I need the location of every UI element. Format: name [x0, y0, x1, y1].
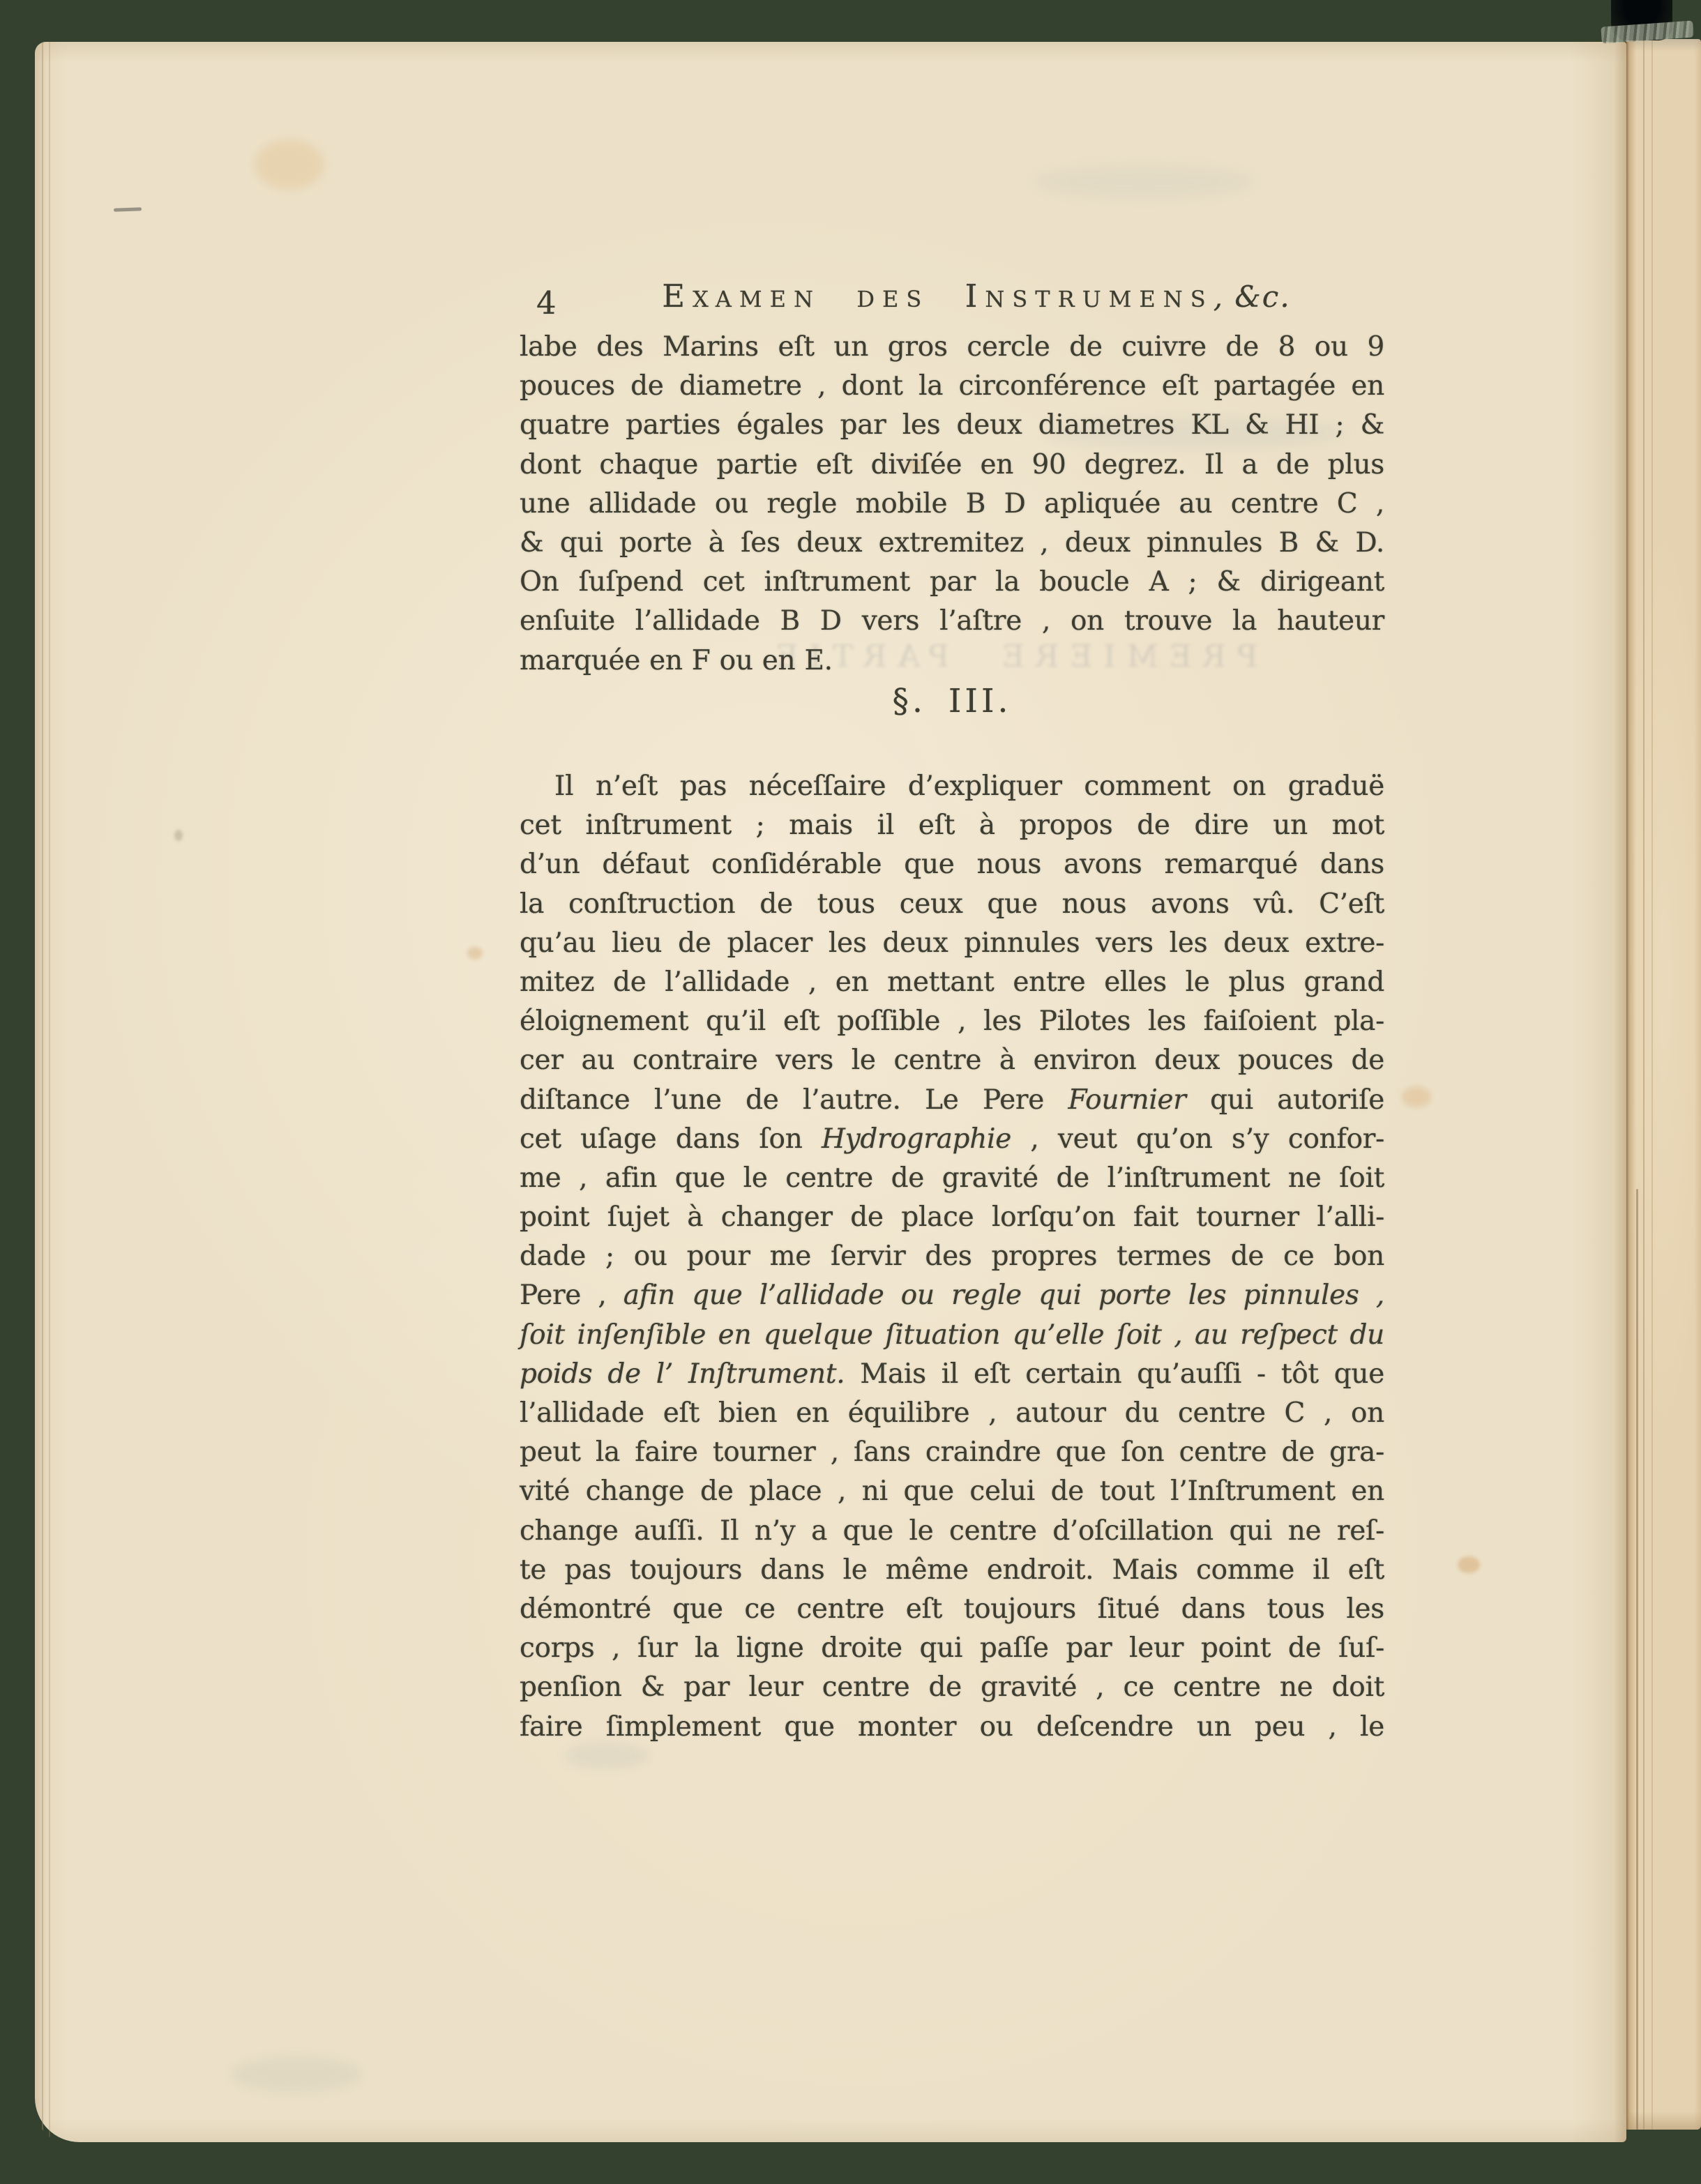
stain — [255, 139, 324, 190]
text-line — [520, 1355, 1384, 1394]
text-segment: l’allidade eſt bien en équilibre , autour du centre C , on — [520, 1397, 1384, 1429]
text-line — [520, 642, 1384, 681]
text-segment: me , afin que le centre de gravité de l’inſtrument ne ſoit — [520, 1162, 1384, 1194]
text-line — [520, 1590, 1384, 1629]
text-segment: faire ſimplement que monter ou deſcendre un peu , le — [520, 1711, 1384, 1743]
text-line — [520, 602, 1384, 641]
text-segment: pouces de diametre , dont la circonférence eſt partagée en — [520, 370, 1384, 402]
text-line — [520, 1394, 1384, 1433]
verso-show-through-text: PREMIERE PARTIE — [764, 639, 1258, 674]
text-line — [520, 524, 1384, 563]
show-through-smudge — [230, 2056, 363, 2093]
text-line — [520, 1433, 1384, 1472]
running-title — [520, 278, 1384, 314]
text-segment: penſion & par leur centre de gravité , ce centre ne doit — [520, 1671, 1384, 1704]
text-segment: dade ; ou pour me ſervir des propres termes de ce bon — [520, 1241, 1384, 1273]
text-segment: qu’au lieu de placer les deux pinnules vers les deux extre- — [520, 927, 1384, 959]
text-line — [520, 1159, 1384, 1198]
text-segment: la conſtruction de tous ceux que nous avons vû. C’eſt — [520, 888, 1384, 920]
margin-mark — [174, 830, 183, 841]
paragraph — [520, 328, 1384, 681]
text-segment: poids de l’ Inſtrument. — [520, 1358, 845, 1390]
text-line — [520, 1472, 1384, 1511]
running-title-text: Examen des Instrumens — [662, 278, 1214, 314]
text-line — [520, 328, 1384, 367]
stain — [1402, 1086, 1431, 1107]
stain — [467, 947, 483, 960]
text-segment: cet inſtrument ; mais il eſt à propos de dire un mot — [520, 810, 1384, 842]
stain — [1458, 1556, 1480, 1573]
show-through-smudge — [565, 1743, 649, 1768]
text-segment: Fournier — [1068, 1084, 1186, 1116]
text-segment: démontré que ce centre eſt toujours ſitué dans tous les — [520, 1593, 1384, 1625]
text-segment: ſoit inſenſible en quelque ſituation qu’elle ſoit , au reſpect du — [520, 1319, 1384, 1351]
text-line — [520, 1668, 1384, 1707]
text-segment: quatre parties égales par les deux diametres KL & HI ; & — [520, 409, 1384, 441]
text-line — [520, 806, 1384, 845]
running-title-etc: , &c. — [1213, 280, 1291, 314]
text-line — [520, 446, 1384, 485]
text-segment: te pas toujours dans le même endroit. Mais comme il eſt — [520, 1554, 1384, 1586]
text-line — [520, 1512, 1384, 1551]
fold-seam — [1636, 1189, 1638, 2130]
text-segment: Pere , — [520, 1280, 623, 1312]
text-segment: & qui porte à ſes deux extremitez , deux pinnules B & D. — [520, 526, 1384, 559]
text-line — [520, 924, 1384, 963]
show-through-smudge — [1032, 165, 1255, 199]
text-segment: éloignement qu’il eſt poſſible , les Pilotes les faiſoient pla- — [520, 1006, 1384, 1038]
text-line — [520, 1708, 1384, 1747]
section-heading: §. III. — [892, 682, 1012, 720]
text-segment: On ſuſpend cet inſtrument par la boucle A ; & dirigeant — [520, 566, 1384, 598]
text-segment: point ſujet à changer de place lorſqu’on fait tourner l’alli- — [520, 1201, 1384, 1234]
text-segment: afin que l’allidade ou regle qui porte les pinnules , — [623, 1280, 1384, 1312]
text-segment: mitez de l’allidade , en mettant entre elles le plus grand — [520, 966, 1384, 998]
text-segment: Hydrographie — [821, 1123, 1011, 1155]
text-line — [520, 1081, 1384, 1120]
text-line — [520, 767, 1384, 806]
text-line — [520, 485, 1384, 524]
text-line — [520, 406, 1384, 445]
text-line — [520, 1002, 1384, 1041]
text-line — [520, 1551, 1384, 1590]
text-line — [520, 1120, 1384, 1159]
text-segment: dont chaque partie eſt diviſée en 90 degrez. Il a de plus — [520, 448, 1384, 480]
text-line — [520, 885, 1384, 924]
text-line — [520, 1041, 1384, 1080]
text-line — [520, 963, 1384, 1002]
text-segment: une allidade ou regle mobile B D apliquée au centre C , — [520, 487, 1384, 520]
text-segment: cet uſage dans ſon — [520, 1123, 822, 1155]
text-segment: d’un défaut conſidérable que nous avons remarqué dans — [520, 849, 1384, 881]
fold-seam — [1643, 39, 1645, 2130]
text-line — [520, 845, 1384, 884]
text-segment: Mais il eſt certain qu’auſſi - tôt que — [845, 1358, 1384, 1390]
book-page — [35, 42, 1626, 2142]
text-line — [520, 1316, 1384, 1355]
text-line — [520, 563, 1384, 602]
text-segment: diſtance l’une de l’autre. Le Pere — [520, 1084, 1068, 1116]
text-segment: corps , ſur la ligne droite qui paſſe par leur point de ſuſ- — [520, 1632, 1384, 1664]
pencil-dash — [114, 207, 142, 211]
text-segment: , veut qu’on s’y confor- — [1011, 1123, 1385, 1155]
fold-seam — [1651, 39, 1653, 2130]
page-number: 4 — [536, 285, 557, 321]
page-edge-stack — [1626, 39, 1701, 2130]
text-line — [520, 1629, 1384, 1668]
text-segment: vité change de place , ni que celui de tout l’Inſtrument en — [520, 1476, 1384, 1508]
text-line — [520, 1276, 1384, 1315]
text-segment: enſuite l’allidade B D vers l’aſtre , on trouve la hauteur — [520, 605, 1384, 637]
text-segment: labe des Marins eſt un gros cercle de cuivre de 8 ou 9 — [520, 331, 1384, 363]
text-line — [520, 367, 1384, 406]
text-line — [520, 1237, 1384, 1276]
text-segment: qui autoriſe — [1186, 1084, 1384, 1116]
text-line — [520, 1198, 1384, 1237]
text-segment: peut la faire tourner , ſans craindre que ſon centre de gra- — [520, 1436, 1384, 1469]
text-segment: cer au contraire vers le centre à environ deux pouces de — [520, 1045, 1384, 1077]
text-segment: change auſſi. Il n’y a que le centre d’oſcillation qui ne reſ- — [520, 1515, 1384, 1547]
text-segment: Il n’eſt pas néceſſaire d’expliquer comment on graduë — [554, 771, 1384, 802]
paragraph — [520, 767, 1384, 1747]
running-header — [520, 278, 1384, 322]
text-segment: marquée en F ou en E. — [520, 644, 833, 676]
